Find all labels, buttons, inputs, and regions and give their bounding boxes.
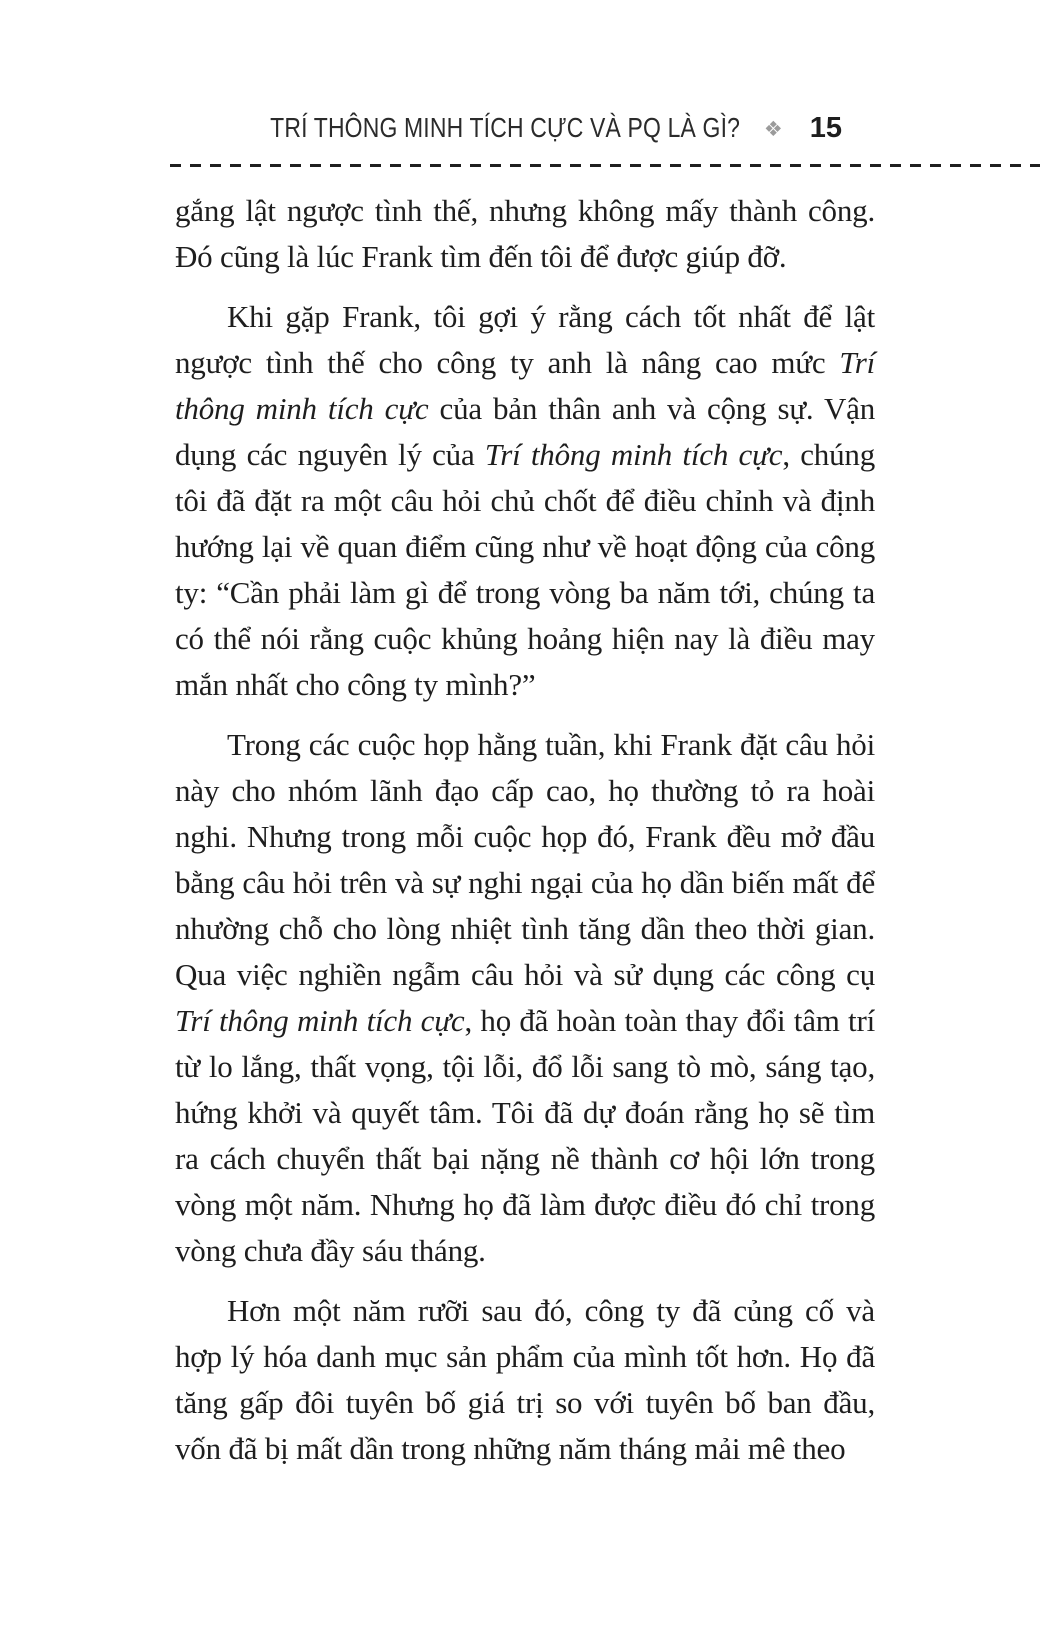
dashed-divider (170, 164, 1040, 167)
text-run: Trong các cuộc họp hằng tuần, khi Frank đặt câu hỏi này cho nhóm lãnh đạo cấp cao, họ thường tỏ ra hoài nghi. Nhưng trong mỗi cuộc họp đó, Frank đều mở đầu bằng câu hỏi trên và sự nghi ngại của họ dần biến mất để nhường chỗ cho lòng nhiệt tình tăng dần theo thời gian. Qua việc nghiền ngẫm câu hỏi và sử dụng các công cụ (175, 727, 875, 992)
paragraph (175, 294, 875, 708)
paragraph (175, 188, 875, 280)
page-body (175, 188, 875, 1472)
italic-text-run: Trí thông minh tích cực (175, 1003, 465, 1038)
running-header-title: TRÍ THÔNG MINH TÍCH CỰC VÀ PQ LÀ GÌ? (270, 112, 740, 143)
page-number: 15 (809, 112, 842, 144)
text-run: gắng lật ngược tình thế, nhưng không mấy thành công. Đó cũng là lúc Frank tìm đến tôi để được giúp đỡ. (175, 193, 875, 274)
running-header (170, 112, 842, 145)
text-run: của bản thân anh và cộng sự. Vận dụng các nguyên lý của (175, 391, 876, 472)
text-run: , chúng tôi đã đặt ra một câu hỏi chủ chốt để điều chỉnh và định hướng lại về quan điểm cũng như về hoạt động của công ty: “Cần phải làm gì để trong vòng ba năm tới, chúng ta có thể nói rằng cuộc khủng hoảng hiện nay là điều may mắn nhất cho công ty mình?” (175, 437, 875, 702)
text-run: Khi gặp Frank, tôi gợi ý rằng cách tốt nhất để lật ngược tình thế cho công ty anh là nâng cao mức (175, 299, 875, 380)
paragraph (175, 722, 875, 1274)
florette-icon: ❖ (763, 117, 783, 141)
italic-text-run: Trí thông minh tích cực (175, 345, 875, 426)
text-run: Hơn một năm rưỡi sau đó, công ty đã củng cố và hợp lý hóa danh mục sản phẩm của mình tốt hơn. Họ đã tăng gấp đôi tuyên bố giá trị so với tuyên bố ban đầu, vốn đã bị mất dần trong những năm tháng mải mê theo (175, 1293, 875, 1466)
italic-text-run: Trí thông minh tích cực (484, 437, 783, 472)
text-run: , họ đã hoàn toàn thay đổi tâm trí từ lo lắng, thất vọng, tội lỗi, đổ lỗi sang tò mò, sáng tạo, hứng khởi và quyết tâm. Tôi đã dự đoán rằng họ sẽ tìm ra cách chuyển thất bại nặng nề thành cơ hội lớn trong vòng một năm. Nhưng họ đã làm được điều đó chỉ trong vòng chưa đầy sáu tháng. (175, 1003, 875, 1268)
paragraph (175, 1288, 875, 1472)
